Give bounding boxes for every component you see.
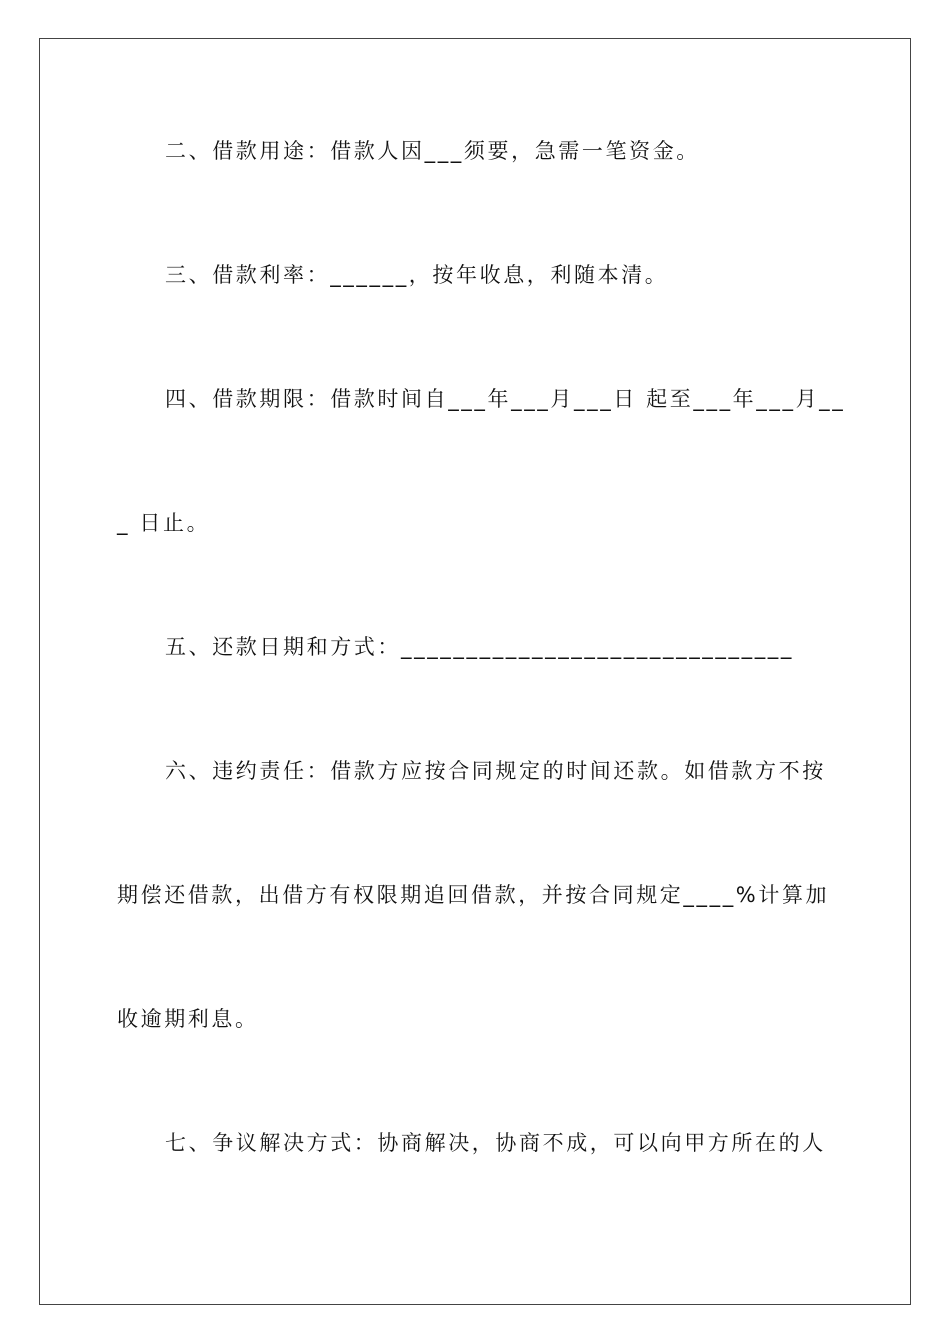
- clause-repayment: 五、还款日期和方式：______________________________: [165, 635, 794, 659]
- clause-term: 四、借款期限：借款时间自___年___月___日 起至___年___月__: [165, 387, 846, 411]
- clause-liability-end: 收逾期利息。: [117, 1007, 259, 1031]
- page-border: [39, 38, 911, 1305]
- clause-term-continued: _ 日止。: [117, 511, 211, 535]
- clause-liability: 六、违约责任：借款方应按合同规定的时间还款。如借款方不按: [165, 759, 826, 783]
- clause-liability-continued: 期偿还借款，出借方有权限期追回借款，并按合同规定____%计算加: [117, 883, 830, 907]
- clause-purpose: 二、借款用途：借款人因___须要，急需一笔资金。: [165, 139, 700, 163]
- clause-interest-rate: 三、借款利率：______，按年收息，利随本清。: [165, 263, 669, 287]
- clause-dispute: 七、争议解决方式：协商解决，协商不成，可以向甲方所在的人: [165, 1131, 826, 1155]
